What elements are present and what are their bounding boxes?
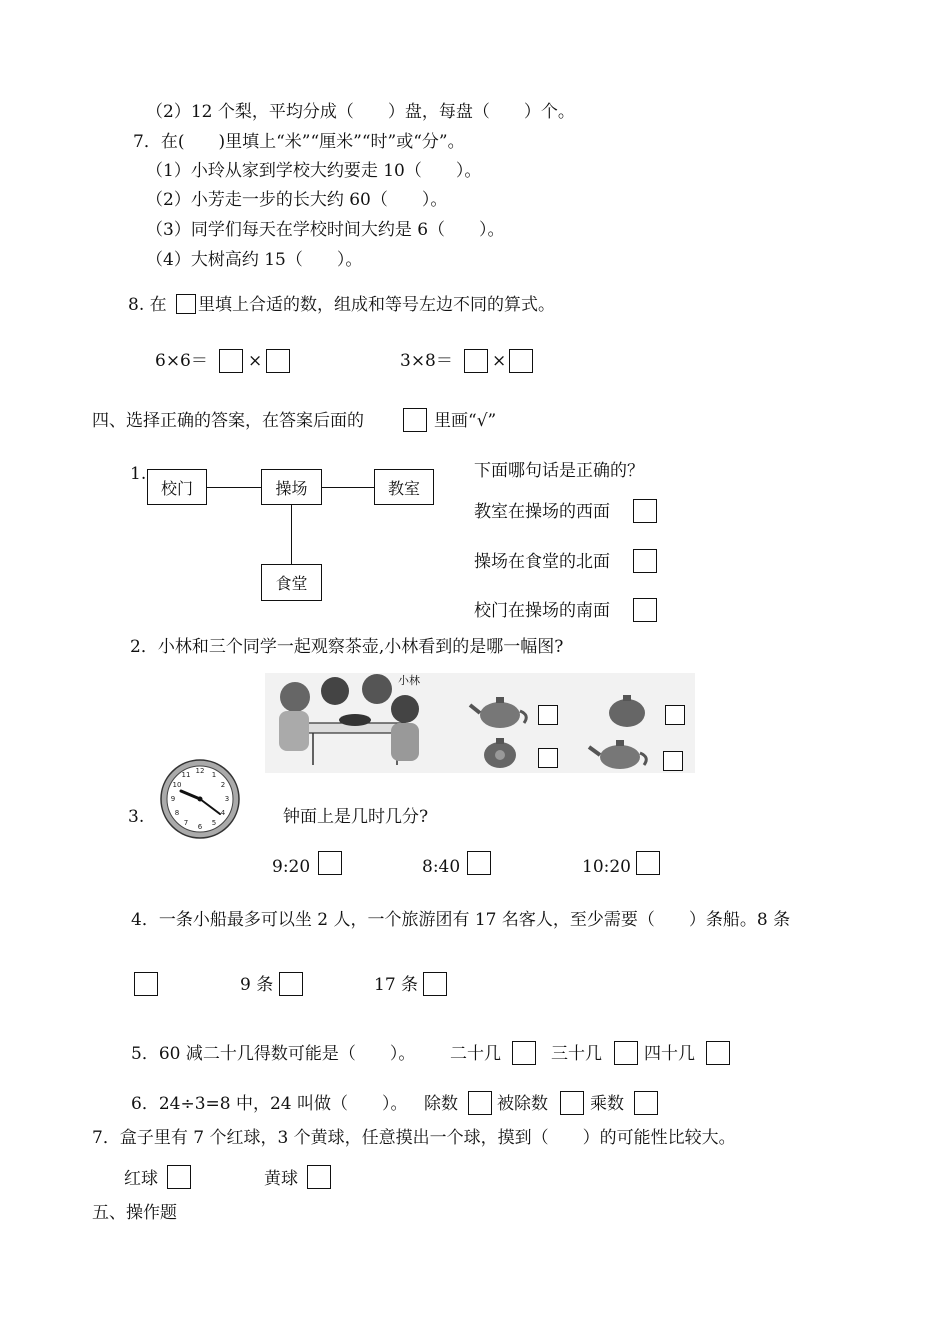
svg-text:4: 4 [220, 809, 226, 817]
svg-text:3: 3 [224, 795, 230, 803]
answer-box[interactable] [134, 972, 158, 996]
equation-1: 6×6＝ [155, 351, 208, 371]
option-text: 乘数 [590, 1094, 624, 1114]
question-1-number: 1. [130, 464, 147, 484]
option-text: 二十几 [450, 1044, 501, 1064]
answer-box[interactable] [634, 1091, 658, 1115]
question-2-text: 2．小林和三个同学一起观察茶壶,小林看到的是哪一幅图? [130, 637, 564, 657]
svg-text:10: 10 [172, 781, 182, 789]
answer-box[interactable] [633, 598, 657, 622]
option-text: 黄球 [264, 1169, 298, 1189]
question-4-text: 4．一条小船最多可以坐 2 人，一个旅游团有 17 名客人，至少需要（ ）条船。8 条 [131, 910, 791, 930]
clock-icon [159, 758, 241, 840]
question-7-item-4: （4）大树高约 15（ ）。 [146, 250, 363, 270]
option-text: 红球 [124, 1169, 158, 1189]
answer-box[interactable] [167, 1165, 191, 1189]
svg-text:7: 7 [183, 819, 189, 827]
section-4-heading-end: 里画“√” [434, 411, 497, 431]
option-text: 8:40 [422, 857, 461, 877]
svg-text:12: 12 [195, 767, 205, 775]
option-text: 被除数 [497, 1094, 548, 1114]
times-sign: × [492, 351, 507, 371]
question-3-number: 3. [128, 807, 145, 827]
children-and-teapots-picture [265, 673, 695, 773]
answer-box[interactable] [467, 851, 491, 875]
node-playground: 操场 [261, 469, 322, 505]
option-text: 9:20 [272, 857, 311, 877]
connector-line [291, 505, 292, 565]
svg-text:9: 9 [170, 795, 176, 803]
svg-text:2: 2 [220, 781, 226, 789]
question-3-text: 钟面上是几时几分? [283, 807, 429, 827]
option-text: 操场在食堂的北面 [474, 552, 610, 572]
answer-box[interactable] [464, 349, 488, 373]
node-classroom: 教室 [374, 469, 434, 505]
connector-line [321, 487, 375, 488]
answer-box[interactable] [665, 705, 685, 725]
question-8-prefix: 8. 在 [128, 295, 167, 315]
question-7-title: 7．在( )里填上“米”“厘米”“时”或“分”。 [133, 132, 465, 152]
question-7-item-2: （2）小芳走一步的长大约 60（ ）。 [146, 190, 448, 210]
question-7-item-3: （3）同学们每天在学校时间大约是 6（ ）。 [146, 220, 505, 240]
answer-box[interactable] [509, 349, 533, 373]
option-text: 9 条 [240, 975, 274, 995]
xiaolin-label: 小林 [398, 674, 420, 687]
answer-box[interactable] [633, 499, 657, 523]
teapot-illustration [265, 673, 695, 773]
answer-box[interactable] [706, 1041, 730, 1065]
answer-box[interactable] [663, 751, 683, 771]
option-text: 17 条 [374, 975, 419, 995]
answer-box [403, 408, 427, 432]
answer-box[interactable] [636, 851, 660, 875]
option-text: 四十几 [644, 1044, 695, 1064]
answer-box[interactable] [512, 1041, 536, 1065]
option-text: 校门在操场的南面 [474, 601, 610, 621]
answer-box[interactable] [219, 349, 243, 373]
answer-box[interactable] [614, 1041, 638, 1065]
answer-box[interactable] [176, 294, 196, 314]
answer-box[interactable] [279, 972, 303, 996]
section-5-heading: 五、操作题 [92, 1203, 177, 1223]
option-text: 三十几 [551, 1044, 602, 1064]
question-7-text: 7．盒子里有 7 个红球，3 个黄球，任意摸出一个球，摸到（ ）的可能性比较大。 [92, 1128, 736, 1148]
question-1-text: 下面哪句话是正确的？ [474, 461, 644, 481]
option-text: 除数 [424, 1094, 458, 1114]
answer-box[interactable] [307, 1165, 331, 1189]
connector-line [206, 487, 262, 488]
answer-box[interactable] [468, 1091, 492, 1115]
svg-text:5: 5 [211, 819, 217, 827]
times-sign: × [248, 351, 263, 371]
answer-box[interactable] [318, 851, 342, 875]
option-text: 10:20 [582, 857, 631, 877]
equation-2: 3×8＝ [400, 351, 453, 371]
answer-box[interactable] [423, 972, 447, 996]
answer-box[interactable] [538, 705, 558, 725]
question-6-text: 6．24÷3=8 中，24 叫做（ ）。 [131, 1094, 408, 1114]
section-4-heading: 四、选择正确的答案，在答案后面的 [92, 411, 364, 431]
question-5-text: 5．60 减二十几得数可能是（ ）。 [131, 1044, 416, 1064]
option-text: 教室在操场的西面 [474, 502, 610, 522]
svg-text:6: 6 [197, 823, 203, 831]
question-6-2: （2）12 个梨，平均分成（ ）盘，每盘（ ）个。 [146, 102, 575, 122]
answer-box[interactable] [266, 349, 290, 373]
answer-box[interactable] [538, 748, 558, 768]
question-8-text: 里填上合适的数，组成和等号左边不同的算式。 [198, 295, 555, 315]
node-canteen: 食堂 [261, 564, 322, 601]
svg-text:11: 11 [181, 771, 191, 779]
node-school-gate: 校门 [147, 469, 207, 505]
answer-box[interactable] [633, 549, 657, 573]
answer-box[interactable] [560, 1091, 584, 1115]
question-7-item-1: （1）小玲从家到学校大约要走 10（ ）。 [146, 161, 482, 181]
svg-text:1: 1 [211, 771, 217, 779]
svg-text:8: 8 [174, 809, 180, 817]
